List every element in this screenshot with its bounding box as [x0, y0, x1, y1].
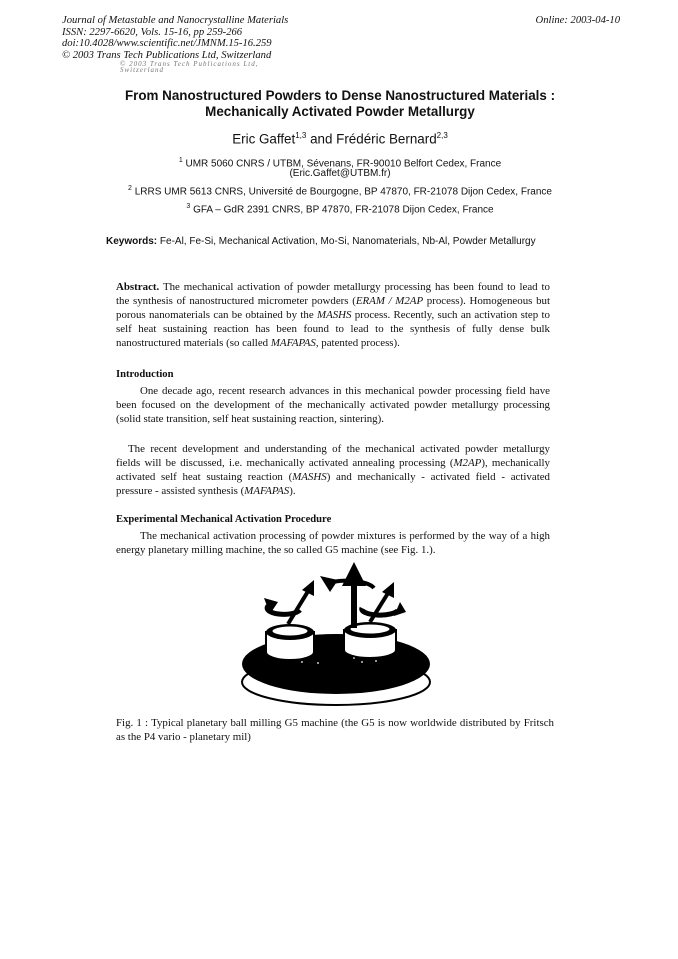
introduction-paragraph-1: One decade ago, recent research advances in this mechanical powder processing field have been focused on the development of the mechanically activated powder metallurgy processing (solid state transition, self heat sustaining reaction, sintering).	[116, 385, 550, 426]
journal-header	[62, 15, 288, 61]
experimental-heading: Experimental Mechanical Activation Procedure	[116, 514, 332, 525]
planetary-mill-figure	[234, 560, 444, 710]
keywords-label: Keywords:	[106, 236, 158, 247]
affiliation-2: $^2$ LRRS UMR 5613 CNRS, Université de Bourgogne, BP 47870, FR-21078 Dijon Cedex, France	[128, 185, 552, 198]
author-2: Frédéric Bernard	[336, 131, 437, 147]
experimental-paragraph: The mechanical activation processing of powder mixtures is performed by the way of a high energy planetary milling machine, the so called G5 machine (see Fig. 1.).	[116, 530, 550, 557]
copyright-line: © 2003 Trans Tech Publications Ltd, Switzerland	[62, 49, 272, 61]
author-line	[80, 131, 600, 146]
author-conjunction: and	[310, 131, 333, 147]
affiliation-1: $^1$ UMR 5060 CNRS / UTBM, Sévenans, FR-90010 Belfort Cedex, France	[178, 157, 502, 170]
affiliation-1-email: (Eric.Gaffet@UTBM.fr)	[289, 168, 391, 179]
title-line-1: From Nanostructured Powders to Dense Nanostructured Materials :	[124, 88, 556, 103]
cropped-copyright-line: © 2003 Trans Tech Publications Ltd, Switzerland	[120, 60, 259, 74]
introduction-paragraph-2: The recent development and understanding of the mechanical activated powder metallurgy fields will be discussed, i.e. mechanically activated annealing processing (M2AP), mechanically activated self heat sustaing reaction (MASHS) and mechanically - activated field - activated pressure - assisted synthesis (MAFAPAS).	[116, 443, 550, 498]
issn-line: ISSN: 2297-6620, Vols. 15-16, pp 259-266	[62, 26, 243, 38]
author-1-affil: 1,3	[295, 131, 307, 140]
author-2-affil: 2,3	[436, 131, 448, 140]
figure-caption: Fig. 1 : Typical planetary ball milling G5 machine (the G5 is now worldwide distributed by Fritsch as the P4 vario - planetary mil)	[116, 717, 554, 743]
title-line-2: Mechanically Activated Powder Metallurgy	[205, 104, 475, 119]
introduction-heading: Introduction	[116, 369, 174, 380]
keywords	[106, 236, 536, 247]
left-vial-arrow	[264, 580, 314, 624]
abstract-label: Abstract.	[116, 281, 160, 293]
journal-name: Journal of Metastable and Nanocrystalline Materials	[62, 15, 289, 26]
doi-line: doi:10.4028/www.scientific.net/JMNM.15-16.259	[62, 38, 272, 50]
vial-left	[266, 624, 314, 660]
abstract: Abstract. The mechanical activation of powder metallurgy processing has been found to lead to the synthesis of nanostructured micrometer powders (ERAM / M2AP process). Homogeneous but porous nanomaterials can be obtained by the MASHS process. Recently, such an activation step to self heat sustaining reaction has been found to lead to the synthesis of fully dense bulk nanostructured materials (so called MAFAPAS, patented process).	[116, 281, 550, 350]
keywords-text: Fe-Al, Fe-Si, Mechanical Activation, Mo-Si, Nanomaterials, Nb-Al, Powder Metallurgy	[159, 236, 536, 247]
affiliation-3: $^3$ GFA – GdR 2391 CNRS, BP 47870, FR-21078 Dijon Cedex, France	[186, 203, 494, 216]
paper-title	[80, 88, 600, 120]
rotation-axis-arrow	[342, 562, 366, 628]
online-date: Online: 2003-04-10	[535, 15, 620, 26]
right-vial-arrow	[362, 582, 406, 622]
author-1: Eric Gaffet	[232, 131, 296, 147]
